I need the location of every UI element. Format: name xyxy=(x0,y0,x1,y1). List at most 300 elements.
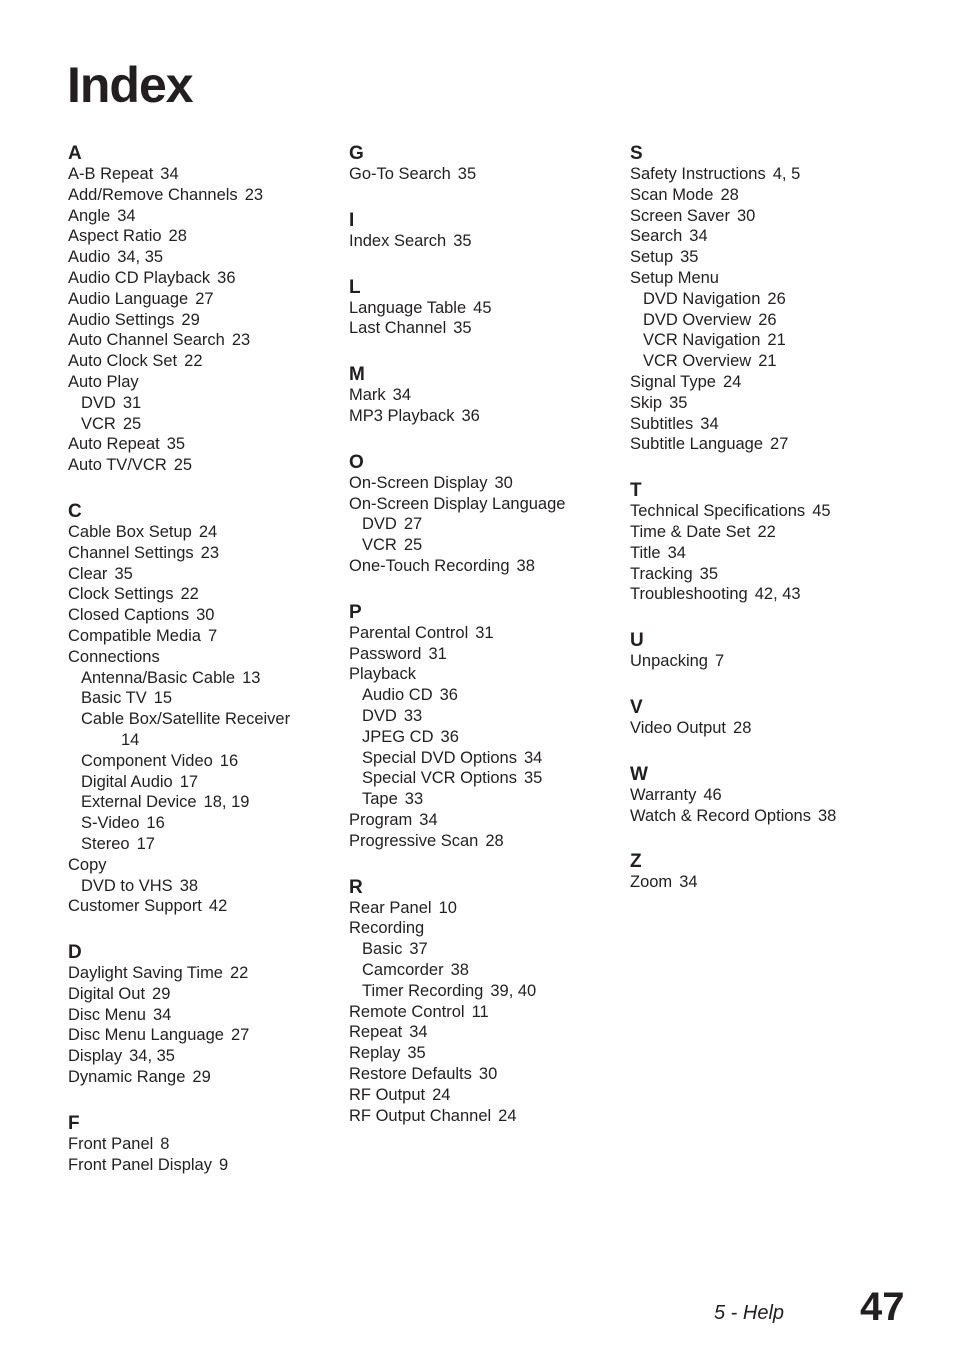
index-letter-heading: D xyxy=(68,942,82,964)
index-term: Digital Out xyxy=(68,984,146,1003)
index-group-z xyxy=(630,851,900,893)
index-page-refs: 34 xyxy=(152,1005,172,1024)
index-entry xyxy=(68,855,338,876)
index-group-r xyxy=(349,877,619,1127)
index-page-refs: 23 xyxy=(231,331,251,350)
index-term: Recording xyxy=(349,919,425,938)
index-subentry xyxy=(349,748,619,769)
index-term: RF Output xyxy=(349,1085,426,1104)
index-term: Component Video xyxy=(81,751,213,770)
index-page-refs: 10 xyxy=(438,898,457,917)
index-subentry xyxy=(349,685,619,706)
index-entry xyxy=(68,268,338,289)
index-letter-heading: F xyxy=(68,1112,80,1134)
page-number: 47 xyxy=(860,1285,905,1329)
index-page-refs: 13 xyxy=(242,668,261,687)
index-term: DVD Navigation xyxy=(643,289,761,308)
index-term: Audio CD Playback xyxy=(68,268,211,287)
index-page-refs: 37 xyxy=(409,940,428,959)
index-entry xyxy=(68,247,338,268)
index-entry xyxy=(349,1106,619,1127)
index-term: VCR xyxy=(81,414,116,433)
index-entry xyxy=(68,984,338,1005)
index-term: Zoom xyxy=(630,873,673,892)
index-entry xyxy=(68,372,338,393)
index-group-d xyxy=(68,942,338,1088)
index-entry xyxy=(68,730,338,751)
index-page-refs: 24 xyxy=(198,522,218,541)
index-term: Disc Menu xyxy=(68,1005,146,1024)
index-page-refs: 4, 5 xyxy=(772,165,801,183)
index-term: Audio Language xyxy=(68,289,189,308)
index-entry xyxy=(630,651,900,672)
index-page-refs: 26 xyxy=(758,310,777,329)
index-entry xyxy=(630,434,900,455)
index-term: Front Panel xyxy=(68,1134,154,1153)
index-page-refs: 7 xyxy=(714,652,725,671)
index-entry xyxy=(630,268,900,289)
index-term: Language Table xyxy=(349,298,467,317)
index-subentry xyxy=(68,876,338,897)
index-page-refs: 35 xyxy=(114,564,133,583)
index-term: Subtitle Language xyxy=(630,435,764,454)
index-term: Setup Menu xyxy=(630,268,719,287)
index-term: VCR Overview xyxy=(643,352,752,371)
index-term: A-B Repeat xyxy=(68,165,154,183)
index-page-refs: 24 xyxy=(498,1106,517,1125)
index-page-refs: 22 xyxy=(184,352,203,371)
index-letter-heading: P xyxy=(349,601,362,623)
index-page-refs: 18, 19 xyxy=(203,793,250,812)
index-subentry xyxy=(630,330,900,351)
index-page-refs: 27 xyxy=(230,1026,250,1045)
index-term: Disc Menu Language xyxy=(68,1026,224,1045)
index-term: Auto TV/VCR xyxy=(68,456,167,475)
index-term: Daylight Saving Time xyxy=(68,964,223,983)
index-term: Tracking xyxy=(630,564,693,583)
index-term: DVD xyxy=(362,515,397,534)
index-term: JPEG CD xyxy=(362,727,434,746)
index-entry xyxy=(349,231,619,252)
index-page-refs: 29 xyxy=(181,310,200,329)
index-group-c xyxy=(68,501,338,917)
index-page-refs: 45 xyxy=(812,502,831,521)
index-term: On-Screen Display Language xyxy=(349,494,566,513)
index-term: Subtitles xyxy=(630,414,694,433)
index-term: Special DVD Options xyxy=(362,748,517,767)
index-page-refs: 24 xyxy=(722,372,742,391)
index-entry xyxy=(349,556,619,577)
index-subentry xyxy=(68,688,338,709)
index-page-refs: 21 xyxy=(758,352,777,371)
index-term: VCR Navigation xyxy=(643,331,761,350)
index-group-u xyxy=(630,630,900,672)
index-entry xyxy=(349,831,619,852)
index-entry xyxy=(349,623,619,644)
index-page-refs: 17 xyxy=(179,772,199,791)
index-letter-heading: R xyxy=(349,876,363,898)
index-letter-heading: G xyxy=(349,143,364,164)
index-term: Index Search xyxy=(349,231,447,250)
index-page-refs: 30 xyxy=(494,473,513,492)
index-subentry xyxy=(349,706,619,727)
index-page-refs: 21 xyxy=(767,331,786,350)
index-subentry xyxy=(68,813,338,834)
index-entry xyxy=(349,318,619,339)
index-subentry xyxy=(349,727,619,748)
index-term: Repeat xyxy=(349,1023,403,1042)
index-entry xyxy=(630,872,900,893)
index-page-refs: 30 xyxy=(196,606,215,625)
index-entry xyxy=(630,206,900,227)
index-term: Playback xyxy=(349,665,416,684)
index-term: Channel Settings xyxy=(68,543,194,562)
index-term: Safety Instructions xyxy=(630,165,766,183)
index-column-1 xyxy=(68,143,338,1200)
index-entry xyxy=(68,455,338,476)
index-page-refs: 45 xyxy=(473,298,492,317)
footer-section-label: 5 - Help xyxy=(714,1302,785,1324)
index-term: Skip xyxy=(630,393,663,412)
index-page-refs: 22 xyxy=(757,522,776,541)
index-page-refs: 22 xyxy=(180,585,199,604)
index-entry xyxy=(630,806,900,827)
index-entry xyxy=(630,164,900,185)
index-page-refs: 35 xyxy=(453,231,472,250)
index-group-l xyxy=(349,277,619,340)
index-subentry xyxy=(349,514,619,535)
index-page-refs: 26 xyxy=(767,289,786,308)
index-page-refs: 31 xyxy=(475,623,494,642)
index-page-refs: 25 xyxy=(403,536,423,555)
index-subentry xyxy=(68,668,338,689)
index-page-refs: 16 xyxy=(146,814,165,833)
index-page-refs: 27 xyxy=(403,515,423,534)
index-entry xyxy=(68,647,338,668)
index-letter-heading: W xyxy=(630,763,648,785)
index-subentry xyxy=(68,751,338,772)
index-letter-heading: U xyxy=(630,630,644,652)
index-entry xyxy=(349,385,619,406)
index-entry xyxy=(68,1005,338,1026)
index-page-refs: 34, 35 xyxy=(117,248,164,267)
index-entry xyxy=(349,1064,619,1085)
index-entry xyxy=(68,584,338,605)
index-entry xyxy=(68,164,338,185)
index-entry xyxy=(630,522,900,543)
index-letter-heading: A xyxy=(68,143,82,164)
index-entry xyxy=(349,918,619,939)
index-page-refs: 9 xyxy=(218,1155,229,1174)
index-term: VCR xyxy=(362,536,397,555)
index-subentry xyxy=(349,981,619,1002)
index-term: Audio Settings xyxy=(68,310,175,329)
index-term: DVD to VHS xyxy=(81,876,173,895)
index-term: Digital Audio xyxy=(81,772,173,791)
index-term: RF Output Channel xyxy=(349,1106,492,1125)
index-page-refs: 25 xyxy=(122,414,142,433)
index-term: Dynamic Range xyxy=(68,1068,186,1087)
index-entry xyxy=(68,564,338,585)
index-entry xyxy=(630,414,900,435)
index-entry xyxy=(68,963,338,984)
index-subentry xyxy=(68,834,338,855)
index-entry xyxy=(68,1046,338,1067)
index-page-refs: 27 xyxy=(770,435,789,454)
index-entry xyxy=(349,298,619,319)
index-term: Setup xyxy=(630,248,674,267)
index-letter-heading: S xyxy=(630,143,643,164)
index-letter-heading: Z xyxy=(630,851,642,873)
index-term: DVD xyxy=(81,393,116,412)
index-term: Video Output xyxy=(630,718,727,737)
index-entry xyxy=(68,1134,338,1155)
index-entry xyxy=(349,494,619,515)
index-term: Display xyxy=(68,1047,123,1066)
index-group-w xyxy=(630,764,900,827)
index-subentry xyxy=(349,789,619,810)
index-page-refs: 34, 35 xyxy=(129,1047,175,1066)
index-entry xyxy=(349,810,619,831)
index-term: Customer Support xyxy=(68,897,202,916)
index-group-m xyxy=(349,364,619,427)
index-group-p xyxy=(349,602,619,852)
index-column-3 xyxy=(630,143,900,918)
index-page-refs: 29 xyxy=(192,1068,211,1087)
index-entry xyxy=(68,434,338,455)
index-page-refs: 35 xyxy=(453,319,472,338)
index-page-refs: 30 xyxy=(478,1064,498,1083)
index-term: Scan Mode xyxy=(630,185,714,204)
index-page-refs: 35 xyxy=(407,1044,426,1063)
index-term: Remote Control xyxy=(349,1002,465,1021)
index-term: Search xyxy=(630,227,683,246)
index-page-refs: 22 xyxy=(230,964,249,983)
index-term: Mark xyxy=(349,386,386,405)
index-subentry xyxy=(68,792,338,813)
index-term: Closed Captions xyxy=(68,606,190,625)
index-subentry xyxy=(630,351,900,372)
index-page-refs: 34 xyxy=(392,386,412,405)
index-group-t xyxy=(630,480,900,605)
index-page-refs: 34 xyxy=(679,873,698,892)
index-subentry xyxy=(349,939,619,960)
index-term: Unpacking xyxy=(630,652,708,671)
index-entry xyxy=(68,1025,338,1046)
index-letter-heading: M xyxy=(349,364,365,386)
index-page-refs: 34 xyxy=(700,414,719,433)
index-term: Clear xyxy=(68,564,108,583)
index-group-i xyxy=(349,210,619,252)
index-entry xyxy=(630,372,900,393)
index-letter-heading: I xyxy=(349,209,355,231)
index-subentry xyxy=(349,535,619,556)
index-letter-heading: V xyxy=(630,696,643,718)
index-term: Tape xyxy=(362,790,398,809)
index-term: Password xyxy=(349,644,422,663)
index-entry xyxy=(349,1002,619,1023)
index-term: On-Screen Display xyxy=(349,473,488,492)
index-term: Restore Defaults xyxy=(349,1064,472,1083)
index-term: Replay xyxy=(349,1044,401,1063)
index-term: Special VCR Options xyxy=(362,769,517,788)
index-entry xyxy=(349,898,619,919)
index-term: Auto Play xyxy=(68,372,139,391)
index-term: DVD Overview xyxy=(643,310,752,329)
index-page-refs: 31 xyxy=(428,644,447,663)
index-entry xyxy=(68,1067,338,1088)
index-page-refs: 30 xyxy=(736,206,756,225)
index-term: Camcorder xyxy=(362,960,444,979)
index-page-refs: 28 xyxy=(733,718,752,737)
index-term: Antenna/Basic Cable xyxy=(81,668,236,687)
index-page-refs: 34 xyxy=(419,810,438,829)
index-page-refs: 42, 43 xyxy=(754,585,801,604)
index-page-refs: 15 xyxy=(153,689,173,708)
index-term: Go-To Search xyxy=(349,165,451,183)
index-page-refs: 23 xyxy=(200,543,220,562)
index-term: Basic xyxy=(362,940,403,959)
index-group-f xyxy=(68,1113,338,1176)
index-entry xyxy=(349,644,619,665)
index-entry xyxy=(68,626,338,647)
index-entry xyxy=(630,393,900,414)
index-term: Auto Channel Search xyxy=(68,331,225,350)
index-term: Cable Box/Satellite Receiver xyxy=(81,710,291,729)
index-term: Aspect Ratio xyxy=(68,227,162,246)
index-page-refs: 39, 40 xyxy=(490,981,537,1000)
index-entry xyxy=(349,1043,619,1064)
index-term: External Device xyxy=(81,793,197,812)
index-term: Time & Date Set xyxy=(630,522,751,541)
index-term: Screen Saver xyxy=(630,206,730,225)
index-page-refs: 7 xyxy=(207,626,218,645)
index-entry xyxy=(630,718,900,739)
index-page-refs: 33 xyxy=(403,706,423,725)
index-page-refs: 28 xyxy=(168,227,187,246)
index-subentry xyxy=(349,768,619,789)
index-page-refs: 34 xyxy=(117,206,136,225)
index-term: Audio xyxy=(68,248,111,267)
index-page-refs: 35 xyxy=(680,248,699,267)
index-page-refs: 34 xyxy=(160,165,179,183)
index-term: MP3 Playback xyxy=(349,406,455,425)
index-term: Basic TV xyxy=(81,689,147,708)
index-page-refs: 38 xyxy=(179,876,199,895)
index-page-refs: 38 xyxy=(817,806,837,825)
index-page-refs: 36 xyxy=(440,727,459,746)
index-entry xyxy=(68,330,338,351)
index-entry xyxy=(630,247,900,268)
index-term: Program xyxy=(349,810,413,829)
index-entry xyxy=(68,605,338,626)
index-page-refs: 34 xyxy=(409,1023,428,1042)
index-page-refs: 35 xyxy=(699,564,719,583)
index-letter-heading: L xyxy=(349,276,361,298)
index-entry xyxy=(630,543,900,564)
index-entry xyxy=(349,406,619,427)
index-term: Warranty xyxy=(630,785,697,804)
index-entry xyxy=(349,664,619,685)
index-page-refs: 35 xyxy=(166,435,186,454)
index-entry xyxy=(349,473,619,494)
index-term: Audio CD xyxy=(362,686,433,705)
index-term: Auto Repeat xyxy=(68,435,160,454)
index-page-refs: 35 xyxy=(457,165,477,183)
index-letter-heading: T xyxy=(630,480,642,502)
index-entry xyxy=(68,226,338,247)
index-group-g xyxy=(349,143,619,185)
index-term: DVD xyxy=(362,706,397,725)
index-page-refs: 38 xyxy=(450,960,469,979)
index-group-v xyxy=(630,697,900,739)
index-page-refs: 46 xyxy=(703,785,722,804)
index-page-refs: 38 xyxy=(516,556,535,575)
index-term: Troubleshooting xyxy=(630,585,748,604)
index-term: Stereo xyxy=(81,834,130,853)
index-entry xyxy=(68,1155,338,1176)
index-term: Compatible Media xyxy=(68,626,201,645)
index-term: Timer Recording xyxy=(362,981,484,1000)
index-term: Connections xyxy=(68,647,160,666)
index-term: Front Panel Display xyxy=(68,1155,212,1174)
index-entry xyxy=(349,1085,619,1106)
index-term: Parental Control xyxy=(349,623,469,642)
index-entry xyxy=(630,226,900,247)
index-subentry xyxy=(349,960,619,981)
index-entry xyxy=(630,185,900,206)
index-entry xyxy=(68,351,338,372)
index-subentry xyxy=(68,414,338,435)
index-page-refs: 42 xyxy=(208,897,228,916)
index-entry xyxy=(68,522,338,543)
index-page-refs: 11 xyxy=(471,1002,489,1021)
index-entry xyxy=(68,185,338,206)
index-term: Auto Clock Set xyxy=(68,352,178,371)
index-page-refs: 34 xyxy=(524,748,543,767)
index-entry xyxy=(68,310,338,331)
index-term: Rear Panel xyxy=(349,898,432,917)
index-page-refs: 33 xyxy=(404,790,424,809)
index-page-refs: 34 xyxy=(689,227,708,246)
index-term: Last Channel xyxy=(349,319,447,338)
page-title: Index xyxy=(67,57,193,113)
index-entry xyxy=(68,543,338,564)
index-entry xyxy=(68,896,338,917)
index-term: Angle xyxy=(68,206,111,225)
index-term: Add/Remove Channels xyxy=(68,185,238,204)
index-page-refs: 8 xyxy=(160,1134,170,1153)
index-page-refs: 34 xyxy=(667,543,686,562)
index-subentry xyxy=(68,709,338,730)
index-page-refs: 28 xyxy=(485,831,504,850)
index-entry xyxy=(630,584,900,605)
index-subentry xyxy=(630,289,900,310)
index-page-refs: 31 xyxy=(122,393,142,412)
index-term: S-Video xyxy=(81,814,140,833)
index-term: Technical Specifications xyxy=(630,502,806,521)
index-term: Cable Box Setup xyxy=(68,522,192,541)
index-subentry xyxy=(630,310,900,331)
index-entry xyxy=(630,564,900,585)
index-entry xyxy=(630,501,900,522)
index-entry xyxy=(68,206,338,227)
index-subentry xyxy=(68,393,338,414)
index-page-refs: 28 xyxy=(720,185,739,204)
index-term: Title xyxy=(630,543,661,562)
index-term: One-Touch Recording xyxy=(349,556,510,575)
index-page-refs: 23 xyxy=(244,185,264,204)
